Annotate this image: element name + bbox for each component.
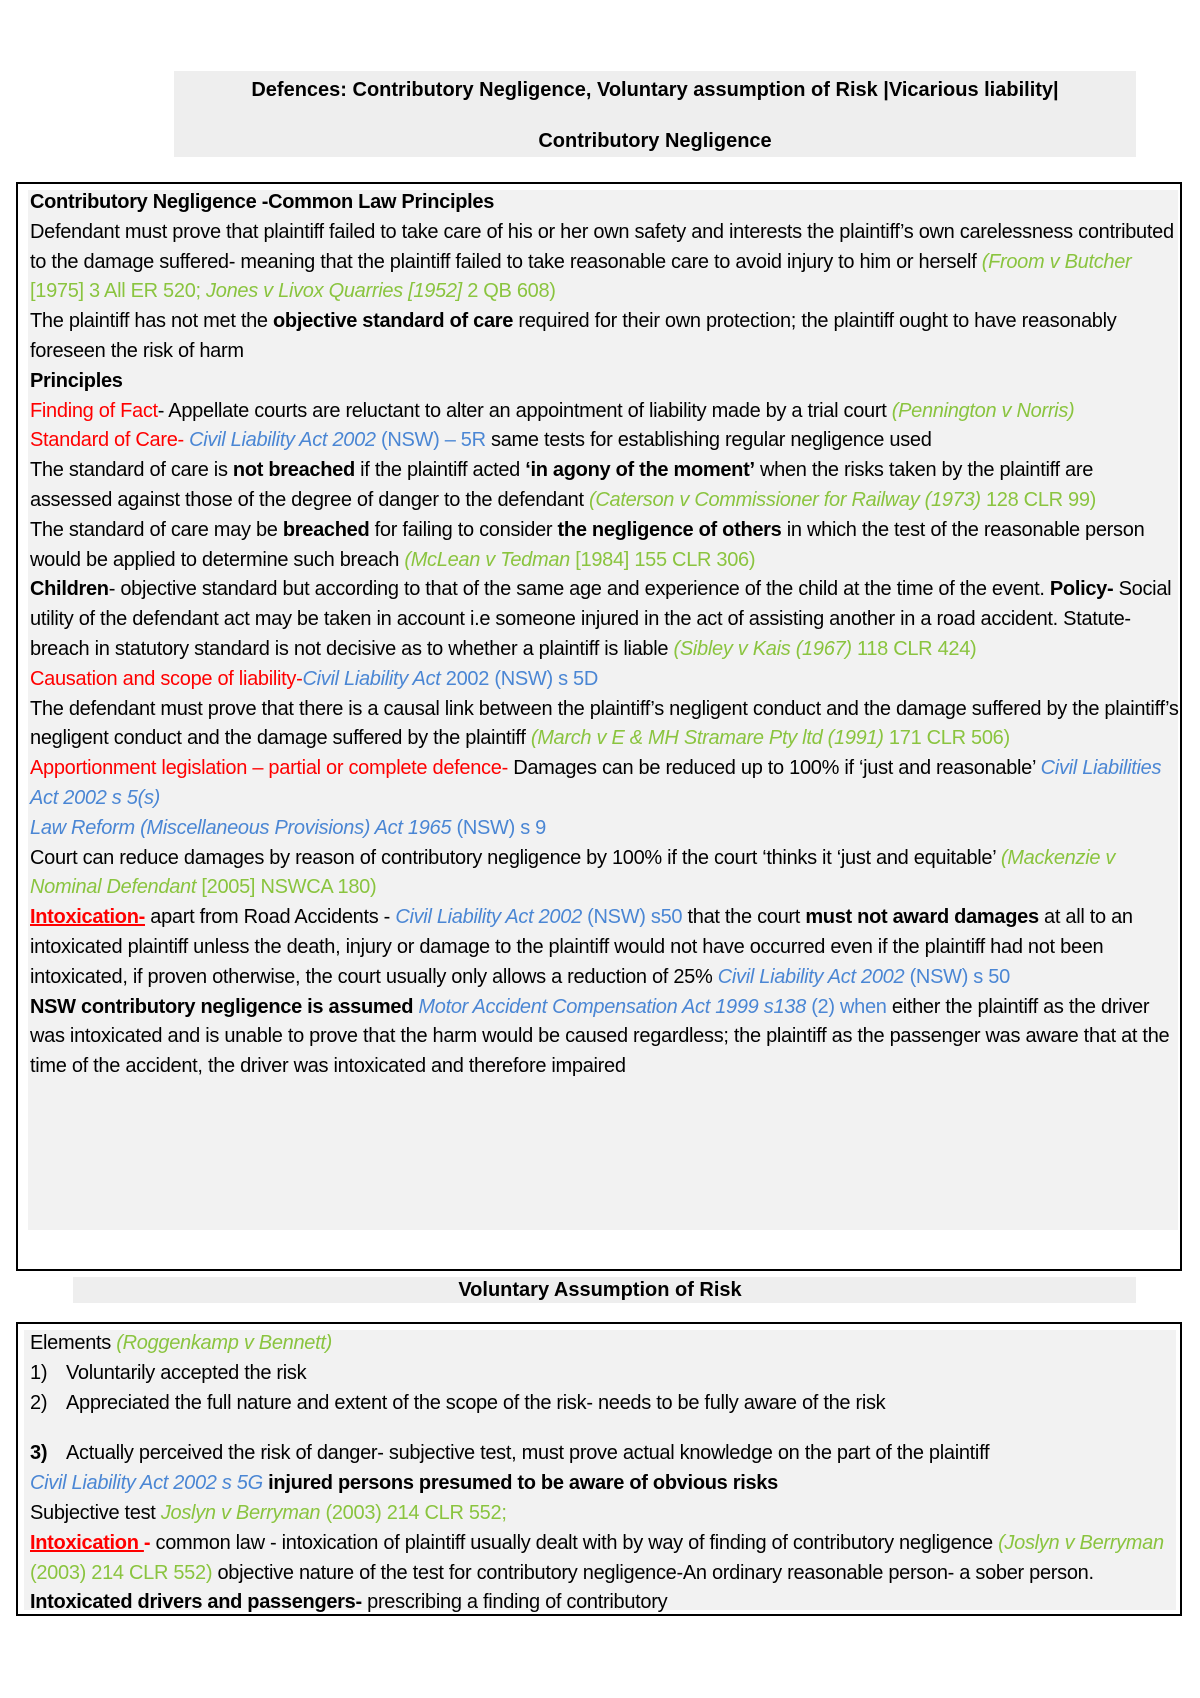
case-citation: (Sibley v Kais (1967) bbox=[673, 637, 852, 660]
case-citation: Jones v Livox Quarries [1952] bbox=[206, 280, 462, 303]
paragraph-subjective-test: Subjective test Joslyn v Berryman (2003) 214 CLR 552; bbox=[30, 1501, 507, 1524]
paragraph-court-reduce: Court can reduce damages by reason of contributory negligence by 100% if the court ‘thinks it ‘just and equitable’ (Mackenzie v Nominal Defendant [2005] NSWCA 180) bbox=[30, 846, 1116, 899]
paragraph-standard-of-care: Standard of Care- Civil Liability Act 2002 (NSW) – 5R same tests for establishing regular negligence used bbox=[30, 429, 932, 452]
section-title-contributory-negligence: Contributory Negligence bbox=[538, 130, 772, 152]
statute-citation: Civil Liability Act 2002 bbox=[717, 965, 905, 988]
finding-of-fact-label: Finding of Fact bbox=[30, 399, 158, 422]
case-citation: (March v E & MH Stramare Pty ltd (1991) bbox=[530, 727, 884, 750]
statute-citation: Law Reform (Miscellaneous Provisions) Act 1965 bbox=[30, 816, 452, 839]
principles-heading: Principles bbox=[30, 369, 123, 392]
paragraph-intoxication: Intoxication- apart from Road Accidents - Civil Liability Act 2002 (NSW) s50 that the court must not award damages at all to an intoxicated plaintiff unless the death, injury or damage to the plaintiff would not have occurred even if the plaintiff had not been intoxicated, if proven otherwise, the court usually only allows a reduction of 25% Civil Liability Act 2002 (NSW) s 50 bbox=[30, 906, 1133, 988]
statute-citation: Civil Liability Act 2002 bbox=[189, 429, 376, 452]
paragraph-negligence-of-others: The standard of care may be breached for failing to consider the negligence of others in which the test of the reasonable person would be applied to determine such breach (McLean v Tedman [1984] 155 CLR 306) bbox=[30, 518, 1145, 571]
spacer bbox=[30, 1418, 1180, 1439]
case-citation: Joslyn v Berryman bbox=[160, 1501, 321, 1524]
paragraph-causation-heading: Causation and scope of liability-Civil Liability Act 2002 (NSW) s 5D bbox=[30, 667, 598, 690]
contributory-negligence-box bbox=[16, 182, 1182, 1271]
paragraph-causation: The defendant must prove that there is a causal link between the plaintiff’s negligent conduct and the damage suffered by the plaintiff’s negligent conduct and the damage suffered by the plaintiff (March v E & MH Stramare Pty ltd (1991) 171 CLR 506) bbox=[30, 697, 1179, 750]
intoxication-label: Intoxication- bbox=[30, 906, 145, 929]
paragraph-finding-of-fact: Finding of Fact- Appellate courts are reluctant to alter an appointment of liability made by a trial court (Pennington v Norris) bbox=[30, 399, 1075, 422]
list-item: 3) Actually perceived the risk of danger- subjective test, must prove actual knowledge on the part of the plaintiff bbox=[30, 1442, 990, 1465]
case-citation: (Froom v Butcher bbox=[981, 250, 1132, 273]
contributory-negligence-content bbox=[30, 188, 1180, 1082]
statute-citation: Civil Liabilities Act 2002 s 5(s) bbox=[30, 757, 1162, 809]
case-citation: (Caterson v Commissioner for Railway (1973) bbox=[589, 488, 981, 511]
paragraph-nsw-assumed: NSW contributory negligence is assumed Motor Accident Compensation Act 1999 s138 (2) when either the plaintiff as the driver was intoxicated and is unable to prove that the harm would be caused regardless; the plaintiff as the passenger was aware that at the time of the accident, the driver was intoxicated and therefore impaired bbox=[30, 995, 1170, 1078]
header-bar bbox=[174, 71, 1136, 157]
statute-citation: Civil Liability Act 2002 s 5G bbox=[30, 1472, 263, 1495]
paragraph-children-policy: Children- objective standard but according to that of the same age and experience of the child at the time of the event. Policy- Social utility of the defendant act may be taken in account i.e someone injured in the act of assisting another in a road accident. Statute- breach in statutory standard is not decisive as to whether a plaintiff is liable (Sibley v Kais (1967) 118 CLR 424) bbox=[30, 578, 1172, 660]
elements-heading: Elements (Roggenkamp v Bennett) bbox=[30, 1332, 332, 1354]
case-citation: (Pennington v Norris) bbox=[891, 399, 1075, 422]
paragraph-law-reform: Law Reform (Miscellaneous Provisions) Act 1965 (NSW) s 9 bbox=[30, 816, 546, 839]
causation-label: Causation and scope of liability- bbox=[30, 667, 303, 690]
apportionment-label: Apportionment legislation – partial or complete defence- bbox=[30, 757, 508, 780]
paragraph-obvious-risks: Civil Liability Act 2002 s 5G injured persons presumed to be aware of obvious risks bbox=[30, 1472, 778, 1495]
paragraph-intoxication-common-law: Intoxication - common law - intoxication of plaintiff usually dealt with by way of finding of contributory negligence (Joslyn v Berryman (2003) 214 CLR 552) objective nature of the test for contributory negligence-An ordinary reasonable person- a sober person. Intoxicated drivers and passengers- prescribing a finding of contributory bbox=[30, 1531, 1164, 1614]
paragraph-agony-of-moment: The standard of care is not breached if the plaintiff acted ‘in agony of the moment’ when the risks taken by the plaintiff are assessed against those of the degree of danger to the defendant (Caterson v Commissioner for Railway (1973) 128 CLR 99) bbox=[30, 459, 1097, 511]
document-title: Defences: Contributory Negligence, Voluntary assumption of Risk |Vicarious liability| bbox=[251, 79, 1059, 101]
paragraph-apportionment: Apportionment legislation – partial or complete defence- Damages can be reduced up to 100% if ‘just and reasonable’ Civil Liabilities Act 2002 s 5(s) bbox=[30, 757, 1162, 809]
voluntary-assumption-content bbox=[30, 1329, 1180, 1618]
statute-citation: Civil Liability Act bbox=[302, 667, 441, 690]
intoxication-label: Intoxication bbox=[30, 1531, 144, 1554]
list-item: 1) Voluntarily accepted the risk bbox=[30, 1361, 307, 1384]
case-citation: (McLean v Tedman bbox=[404, 548, 570, 571]
statute-citation: Motor Accident Compensation Act 1999 s138 bbox=[413, 995, 806, 1018]
box-title: Contributory Negligence -Common Law Principles bbox=[30, 191, 495, 213]
section-title-voluntary-assumption: Voluntary Assumption of Risk bbox=[458, 1279, 742, 1301]
list-item: 2) Appreciated the full nature and extent of the scope of the risk- needs to be fully aware of the risk bbox=[30, 1391, 886, 1414]
voluntary-assumption-box bbox=[16, 1322, 1182, 1616]
paragraph-defendant-must-prove: Defendant must prove that plaintiff failed to take care of his or her own safety and interests the plaintiff’s own carelessness contributed to the damage suffered- meaning that the plaintiff failed to take reasonable care to avoid injury to him or herself (Froom v Butcher [1975] 3 All ER 520; Jones v Livox Quarries [1952] 2 QB 608) bbox=[30, 220, 1174, 303]
case-citation: (Roggenkamp v Bennett) bbox=[116, 1332, 332, 1354]
standard-of-care-label: Standard of Care- bbox=[30, 429, 190, 452]
paragraph-objective-standard: The plaintiff has not met the objective standard of care required for their own protection; the plaintiff ought to have reasonably foreseen the risk of harm bbox=[30, 310, 1117, 362]
case-citation: (Joslyn v Berryman bbox=[998, 1531, 1164, 1554]
case-citation: (Mackenzie v Nominal Defendant bbox=[30, 846, 1116, 899]
statute-citation: Civil Liability Act 2002 bbox=[395, 906, 582, 929]
